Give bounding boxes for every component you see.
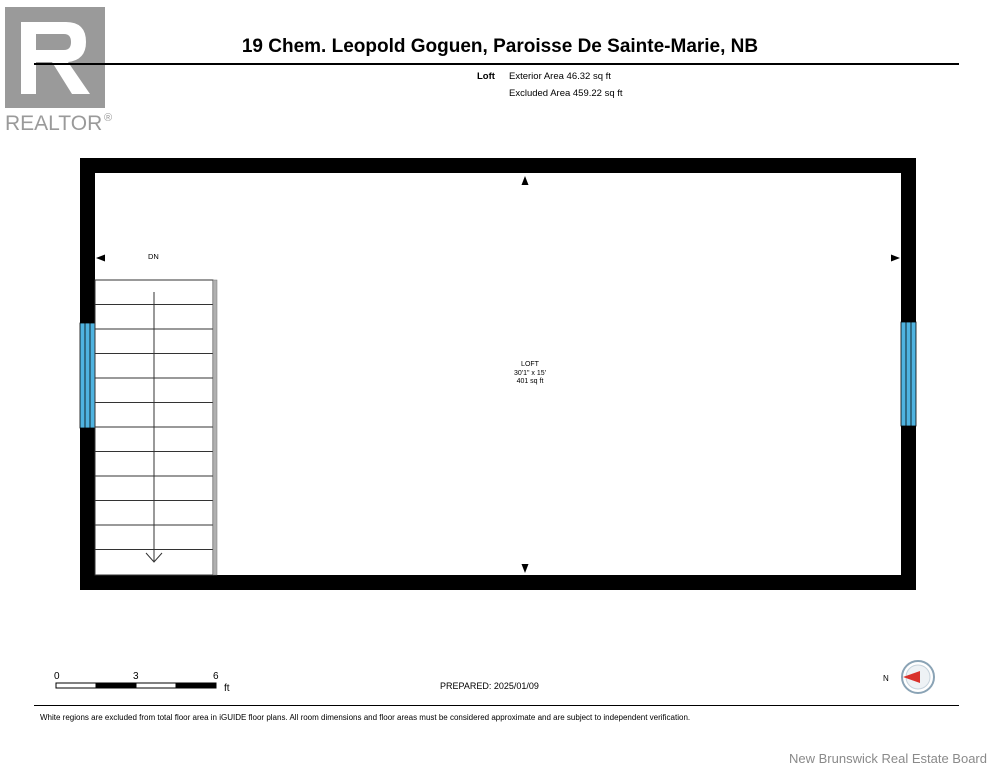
scale-unit: ft bbox=[224, 683, 230, 694]
window-right bbox=[901, 322, 916, 426]
staircase bbox=[95, 280, 213, 575]
scale-bar bbox=[40, 668, 260, 698]
property-address-title: 19 Chem. Leopold Goguen, Paroisse De Sainte-Marie, NB bbox=[241, 36, 759, 57]
arrow-right-icon bbox=[891, 255, 900, 262]
stair-down-label: DN bbox=[148, 252, 159, 261]
window-left bbox=[80, 323, 95, 428]
room-dimensions: 30'1" x 15' bbox=[513, 369, 546, 377]
arrow-bottom-icon bbox=[522, 564, 529, 573]
compass-north-label: N bbox=[883, 674, 889, 683]
exterior-area: Exterior Area 46.32 sq ft bbox=[509, 71, 611, 82]
arrow-top-icon bbox=[522, 176, 529, 185]
realtor-wordmark: REALTOR bbox=[5, 112, 103, 135]
scale-tick-0: 0 bbox=[54, 671, 60, 682]
room-name: LOFT bbox=[521, 361, 539, 368]
excluded-area: Excluded Area 459.22 sq ft bbox=[509, 88, 623, 99]
registered-mark: ® bbox=[104, 112, 113, 124]
level-name: Loft bbox=[477, 71, 495, 82]
compass-icon bbox=[880, 657, 940, 697]
disclaimer-text: White regions are excluded from total floor area in iGUIDE floor plans. All room dimensions and floor areas must be considered approximate and are subject to independent verification. bbox=[40, 713, 691, 722]
room-area: 401 sq ft bbox=[516, 378, 544, 385]
footer-divider bbox=[34, 705, 959, 706]
board-watermark: New Brunswick Real Estate Board bbox=[789, 751, 987, 766]
stair-railing bbox=[213, 280, 217, 575]
room-label-loft bbox=[470, 361, 590, 387]
prepared-date: PREPARED: 2025/01/09 bbox=[440, 681, 539, 691]
scale-tick-3: 3 bbox=[133, 671, 139, 682]
scale-tick-6: 6 bbox=[213, 671, 219, 682]
arrow-left-icon bbox=[96, 255, 105, 262]
